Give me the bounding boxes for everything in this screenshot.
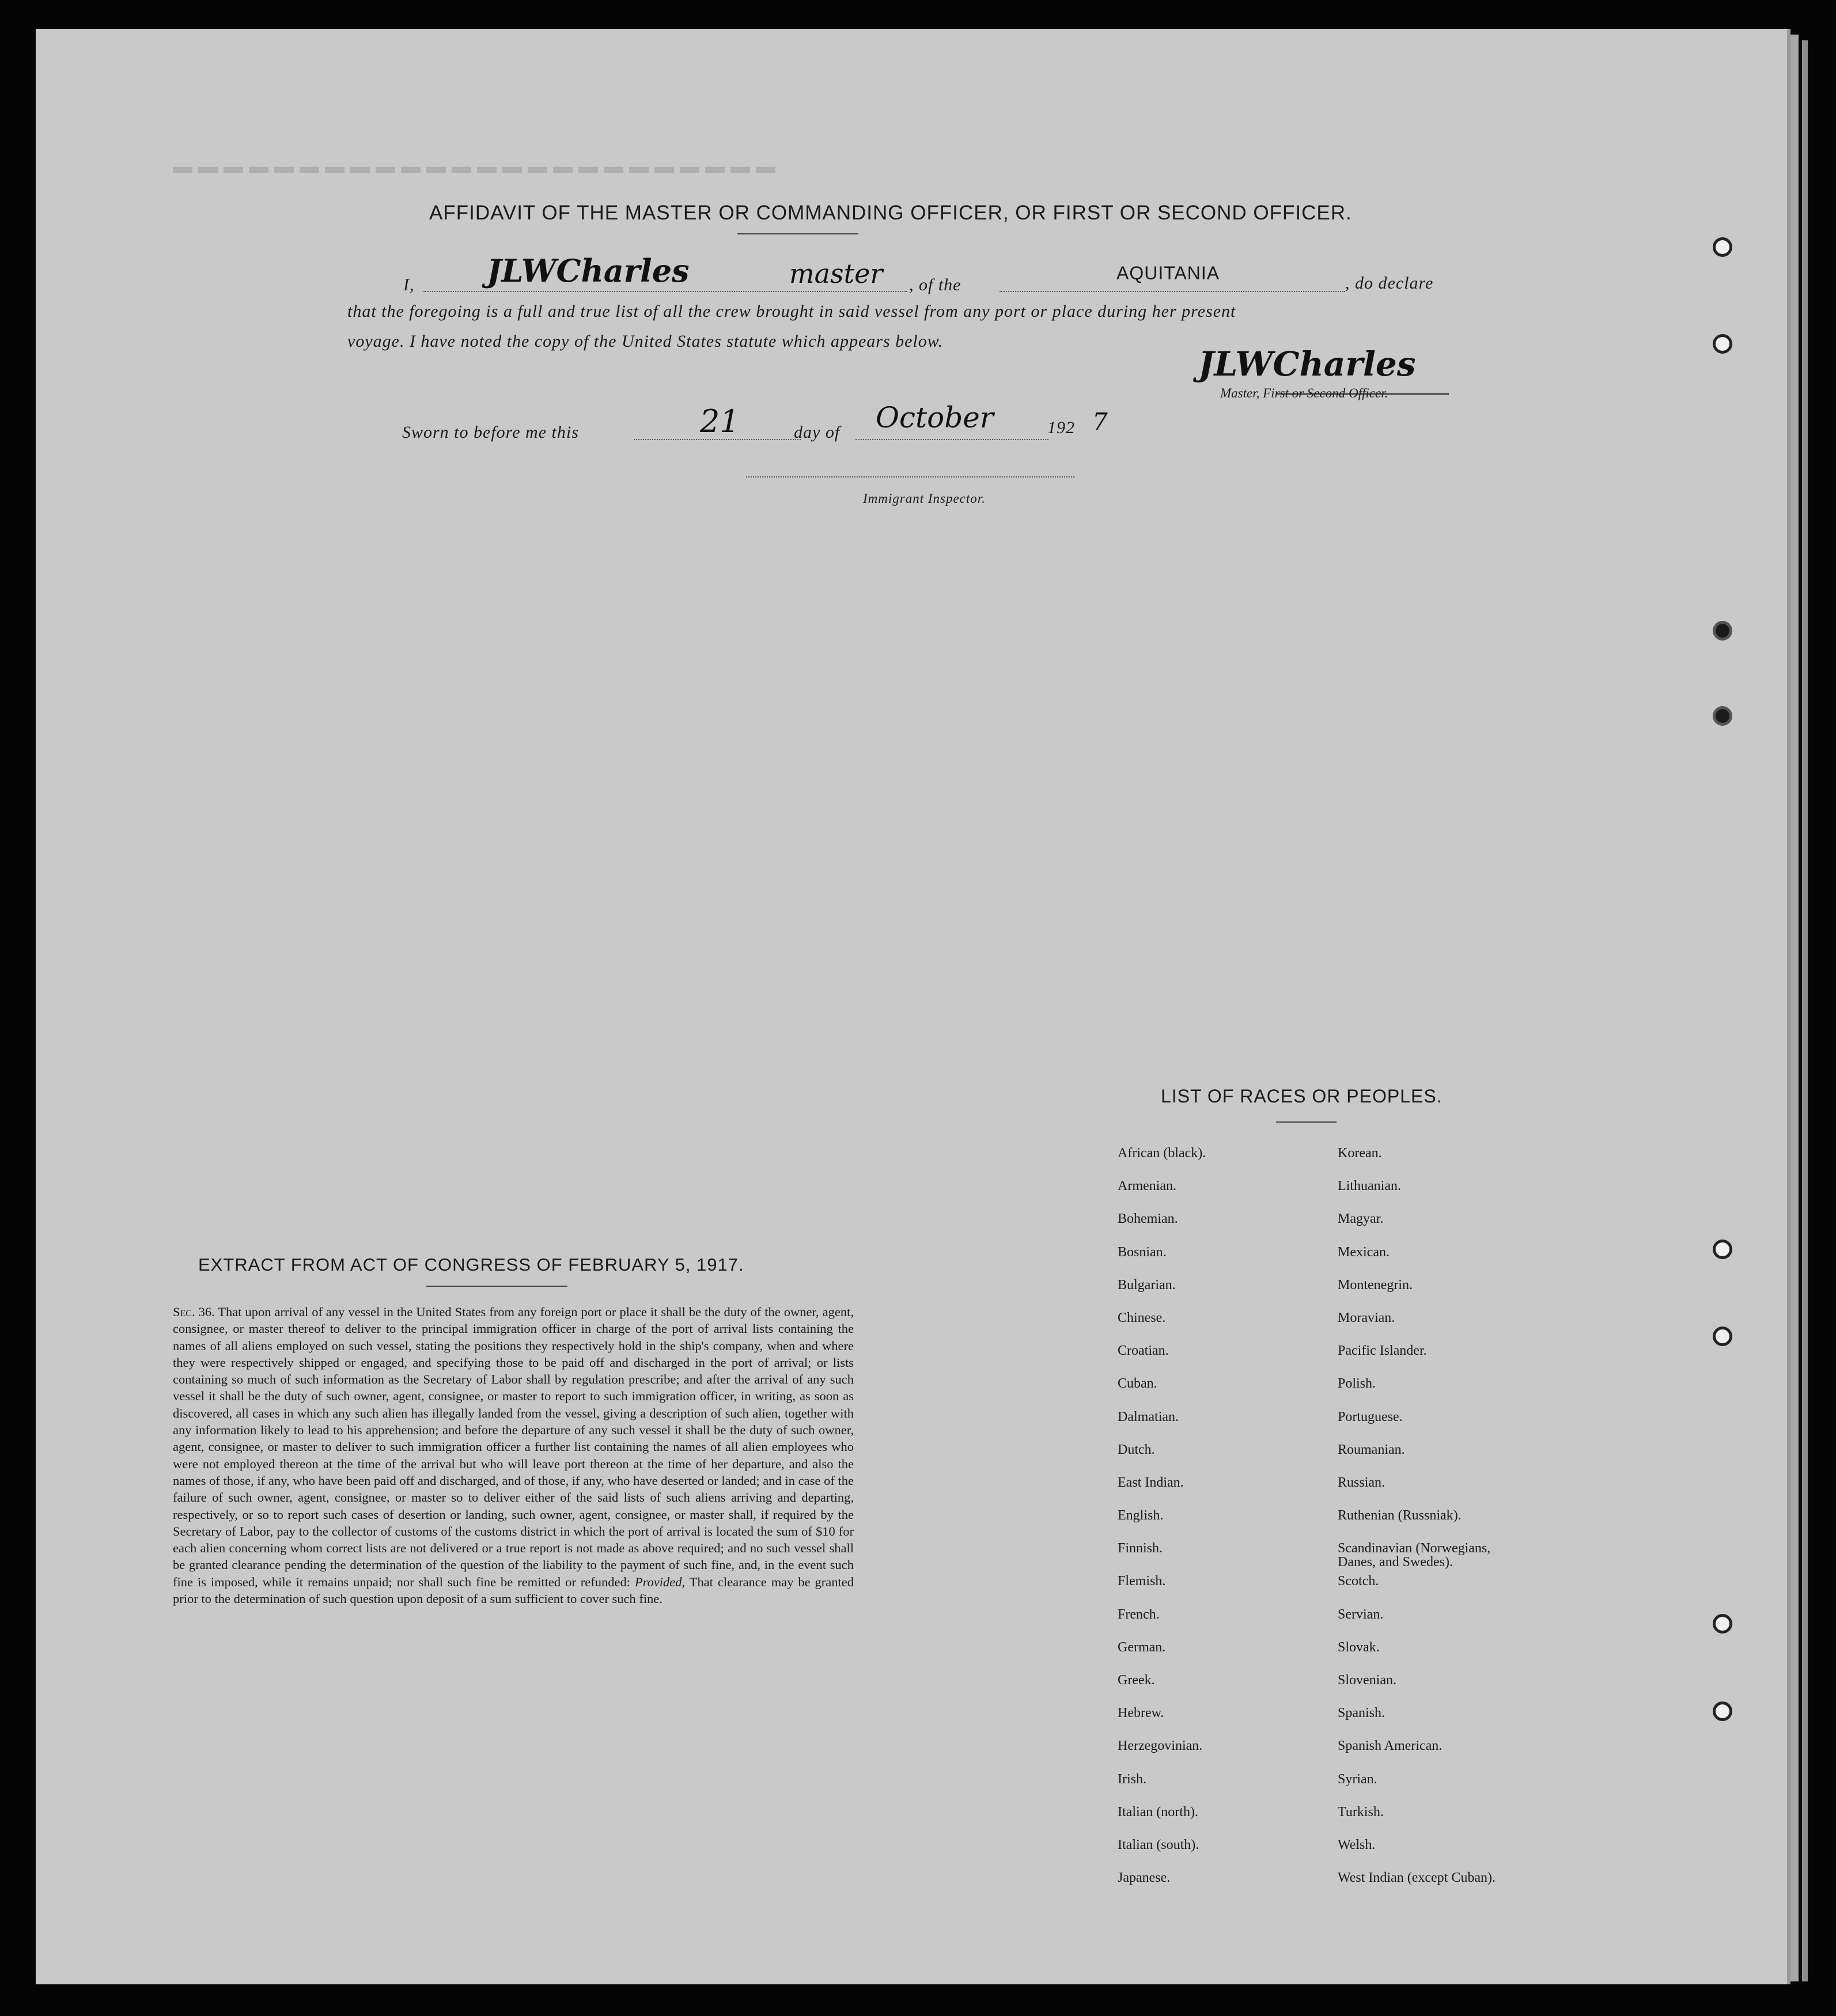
binder-hole [1713,1240,1732,1259]
race-item: Italian (north). [1118,1804,1198,1820]
race-item: Slovak. [1338,1639,1380,1655]
race-item: Bulgarian. [1118,1277,1176,1293]
race-item: Montenegrin. [1338,1277,1413,1293]
race-item: Syrian. [1338,1771,1377,1787]
race-item: English. [1118,1508,1164,1524]
race-item: Welsh. [1338,1837,1376,1852]
master-signature: JLWCharles [1198,344,1416,384]
race-item: Flemish. [1118,1574,1166,1589]
race-item: Pacific Islander. [1338,1343,1427,1359]
extract-text [173,1303,854,1607]
race-item: Bohemian. [1118,1211,1178,1227]
binder-hole [1713,334,1732,354]
race-item: Italian (south). [1118,1837,1199,1852]
race-item: African (black). [1118,1146,1206,1161]
race-item: Spanish American. [1338,1738,1443,1754]
race-item: Spanish. [1338,1706,1385,1721]
name-line [423,291,907,292]
of-the-label: , of the [909,275,961,294]
vessel-line [1000,291,1345,292]
extract-text-part1: That upon arrival of any vessel in the United States from any foreign port or place it shall be the duty of the owner, agent, consignee, or master thereof to deliver to the principal immigration officer in charge of the port of arrival lists containing the names of all aliens employed on such vessel, stating the positions they respectively hold in the ship's company, when and where they were respectively shipped or engaged, and specifying those to be paid off and discharged in the port of arrival; or lists containing so much of such information as the Secretary of Labor shall by regulation prescribe; and after the arrival of any such vessel it shall be the duty of such owner, agent, consignee, or master to report to such immigration officer, in writing, as soon as discovered, all cases in which any such alien has illegally landed from the vessel, giving a description of such alien, together with any information likely to lead to his apprehension; and before the departure of any such vessel it shall be the duty of such owner, agent, consignee, or master to deliver to such immigration officer a further list containing the names of all alien employees who were not employed thereon at the time of the arrival but who will leave port thereon at the time of her departure, and also the names of those, if any, who have been paid off and discharged, and of those, if any, who have deserted or landed; and in case of the failure of such owner, agent, consignee, or master so to deliver either of the said lists of such aliens arriving and departing, respectively, or so to report such cases of desertion or landing, such owner, agent, consignee, or master shall, if required by the Secretary of Labor, pay to the collector of customs of the customs district in which the port of arrival is located the sum of $10 for each alien concerning whom correct lists are not delivered or a true report is not made as above required; and no such vessel shall be granted clearance pending the determination of the question of the liability to the payment of such fine, and, in the event such fine is imposed, while it remains unpaid; nor shall such fine be remitted or refunded: [173,1305,854,1589]
race-item: Dalmatian. [1118,1409,1179,1424]
month-line [855,439,1048,440]
vessel-name: AQUITANIA [1116,263,1220,283]
race-item: Herzegovinian. [1118,1738,1203,1754]
races-left-column [1118,1146,1206,1904]
binder-hole [1713,1702,1732,1721]
extract-text-part2: That clearance may be granted prior to the determination of such question upon deposit of a sum sufficient to cover such fine. [173,1574,854,1606]
sworn-year-digit: 7 [1092,408,1108,436]
race-item: Croatian. [1118,1343,1169,1359]
race-item: French. [1118,1606,1160,1622]
binder-hole [1713,1327,1732,1346]
sworn-label: Sworn to before me this [402,423,579,442]
race-item: Armenian. [1118,1178,1176,1194]
extract-rule [426,1286,567,1287]
race-item: Korean. [1338,1146,1382,1161]
binder-hole [1713,706,1732,726]
affidavit-title: AFFIDAVIT OF THE MASTER OR COMMANDING OFFICER, OR FIRST OR SECOND OFFICER. [429,202,1352,224]
race-item: Ruthenian (Russniak). [1338,1508,1462,1524]
title-rule [737,233,858,234]
master-name-signature: JLWCharles [487,252,690,289]
race-item: Greek. [1118,1673,1155,1688]
sworn-day: 21 [700,403,740,439]
race-item: Bosnian. [1118,1244,1167,1260]
race-item: Turkish. [1338,1804,1384,1820]
section-label: Sec. 36. [173,1305,215,1319]
sworn-month: October [876,401,994,434]
race-item: Cuban. [1118,1376,1157,1392]
race-item: Dutch. [1118,1442,1155,1457]
bleed-through: ▬▬▬▬▬▬▬▬▬▬▬▬▬▬▬▬▬▬▬▬▬▬▬▬ [173,156,781,177]
race-item: Portuguese. [1338,1409,1403,1424]
races-rule [1276,1121,1337,1123]
race-item: Polish. [1338,1376,1376,1392]
page-edge [1790,35,1799,1981]
race-item: Mexican. [1338,1244,1390,1260]
race-item: Magyar. [1338,1211,1384,1227]
race-item: Chinese. [1118,1310,1166,1325]
race-item: Roumanian. [1338,1442,1405,1457]
inspector-caption: Immigrant Inspector. [863,491,986,506]
race-item: Moravian. [1338,1310,1395,1325]
day-of-label: day of [794,423,841,442]
race-item: Lithuanian. [1338,1178,1401,1194]
race-item: East Indian. [1118,1475,1184,1490]
race-item: Irish. [1118,1771,1146,1787]
statement-line-2: voyage. I have noted the copy of the United States statute which appears below. [347,332,944,351]
inspector-line [746,476,1074,478]
strike-through [1276,393,1449,395]
race-item: Servian. [1338,1606,1384,1622]
binder-hole [1713,237,1732,257]
page-edge [1802,40,1808,1981]
race-item: Scandinavian (Norwegians, Danes, and Swedes). [1338,1541,1491,1570]
statement-line-1: that the foregoing is a full and true list of all the crew brought in said vessel from any port or place during her present [347,302,1236,321]
race-item: Slovenian. [1338,1673,1396,1688]
race-item: Scotch. [1338,1574,1379,1589]
race-item: Russian. [1338,1475,1385,1490]
race-item: Hebrew. [1118,1706,1164,1721]
declare-label: , do declare [1345,274,1434,293]
race-item: West Indian (except Cuban). [1338,1870,1496,1886]
race-item: German. [1118,1639,1166,1655]
race-item: Japanese. [1118,1870,1171,1886]
binder-hole [1713,621,1732,641]
races-right-column [1338,1146,1528,1904]
i-label: I, [403,275,415,294]
race-item: Finnish. [1118,1541,1163,1556]
extract-title: EXTRACT FROM ACT OF CONGRESS OF FEBRUARY 5, 1917. [198,1255,744,1275]
races-title: LIST OF RACES OR PEOPLES. [1161,1086,1443,1106]
binder-hole [1713,1614,1732,1634]
master-title-handwritten: master [789,258,883,289]
signer-caption: Master, First or Second Officer. [1220,386,1388,400]
year-prefix: 192 [1047,418,1075,437]
provided-label: Provided, [634,1574,686,1589]
